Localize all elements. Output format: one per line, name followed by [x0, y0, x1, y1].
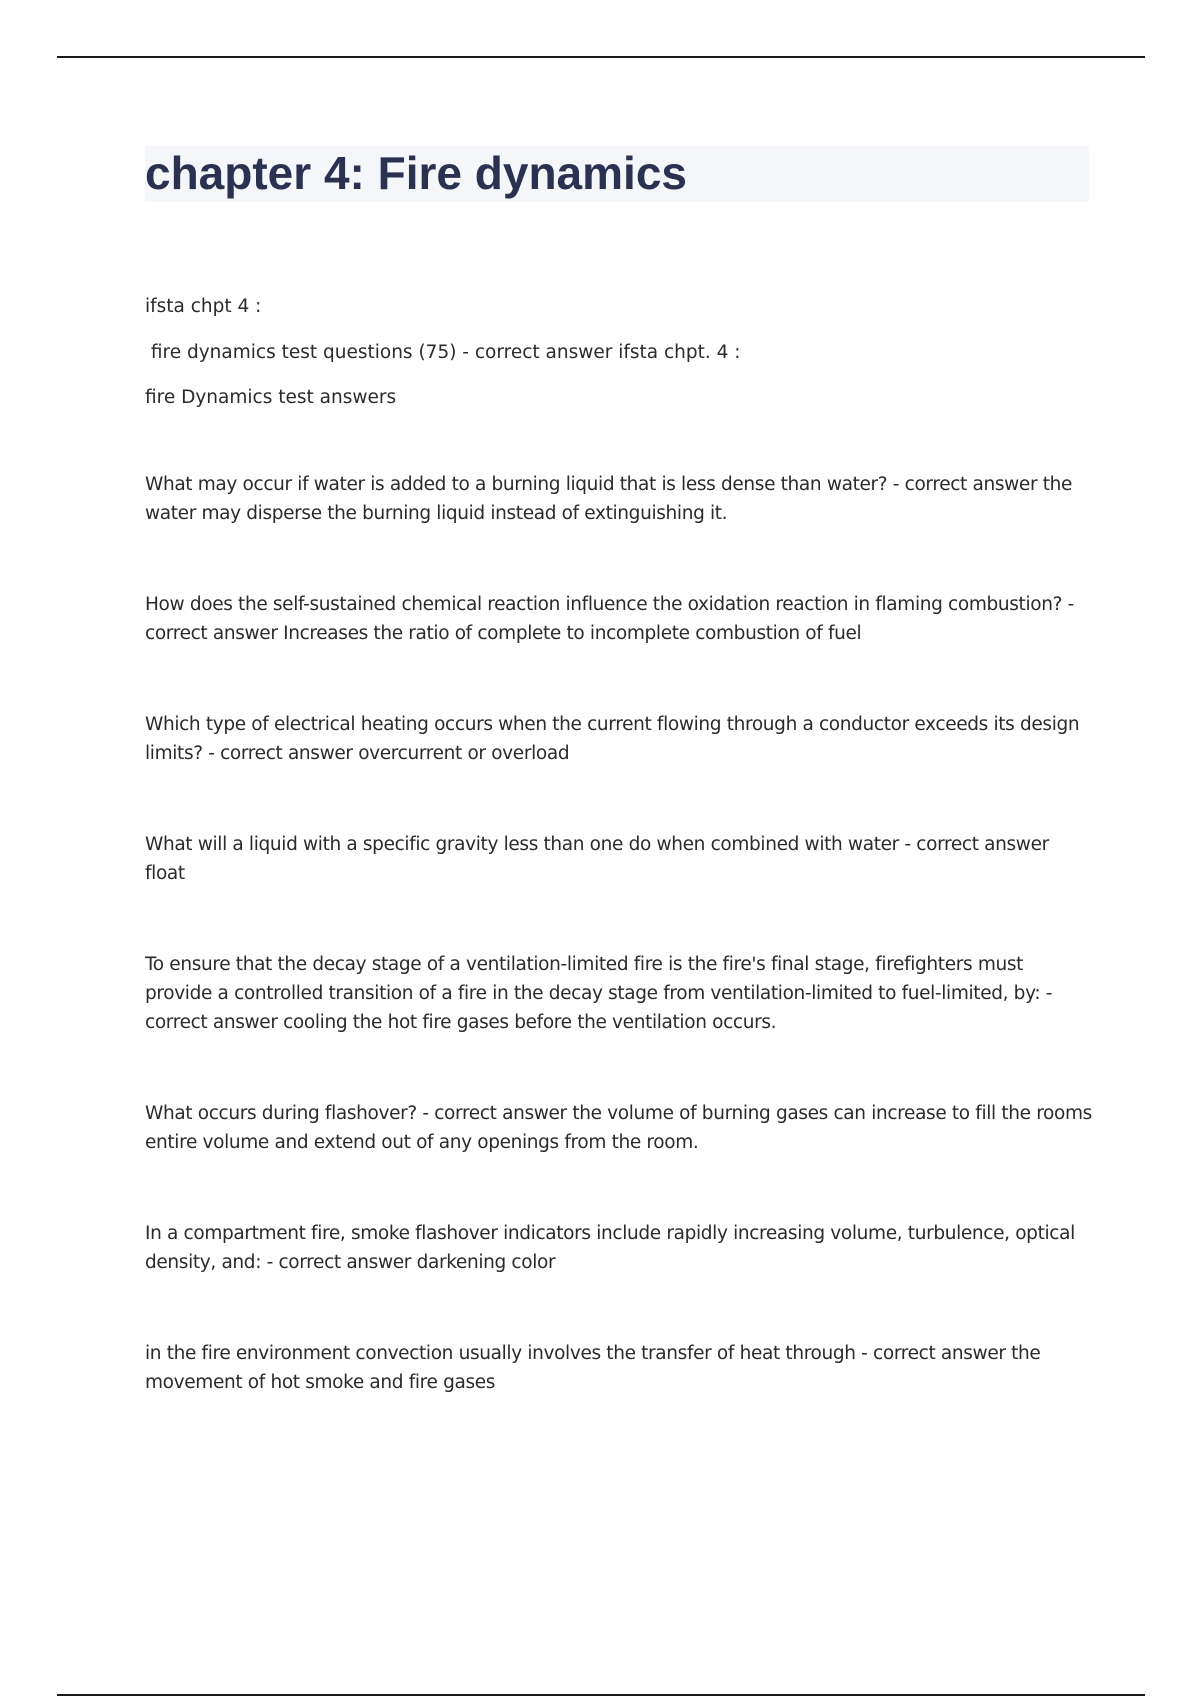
qa-item: What occurs during flashover? - correct answer the volume of burning gases can increase to fill the rooms entire volume and extend out of any openings from the room.	[145, 1103, 1092, 1153]
intro-block	[145, 292, 1095, 429]
qa-list	[145, 470, 1093, 1459]
qa-item: What may occur if water is added to a burning liquid that is less dense than water? - correct answer the water may disperse the burning liquid instead of extinguishing it.	[145, 474, 1073, 524]
qa-item: Which type of electrical heating occurs when the current flowing through a conductor exceeds its design limits? - correct answer overcurrent or overload	[145, 714, 1080, 764]
intro-line: fire Dynamics test answers	[145, 387, 397, 408]
qa-item: How does the self-sustained chemical reaction influence the oxidation reaction in flaming combustion? - correct answer Increases the ratio of complete to incomplete combustion of fuel	[145, 594, 1074, 644]
qa-item: In a compartment fire, smoke flashover indicators include rapidly increasing volume, turbulence, optical density, and: - correct answer darkening color	[145, 1223, 1075, 1273]
qa-item: To ensure that the decay stage of a ventilation-limited fire is the fire's final stage, firefighters must provide a controlled transition of a fire in the decay stage from ventilation-limited to fuel-limited, by: - correct answer cooling the hot fire gases before the ventilation occurs.	[145, 954, 1053, 1033]
intro-line: ifsta chpt 4 :	[145, 296, 262, 317]
qa-item: in the fire environment convection usually involves the transfer of heat through - correct answer the movement of hot smoke and fire gases	[145, 1343, 1041, 1393]
page-title: chapter 4: Fire dynamics	[145, 147, 687, 199]
page-top-rule	[57, 56, 1145, 58]
qa-item: What will a liquid with a specific gravity less than one do when combined with water - correct answer float	[145, 834, 1049, 884]
intro-line: fire dynamics test questions (75) - correct answer ifsta chpt. 4 :	[145, 341, 741, 363]
page-bottom-rule	[57, 1694, 1145, 1696]
